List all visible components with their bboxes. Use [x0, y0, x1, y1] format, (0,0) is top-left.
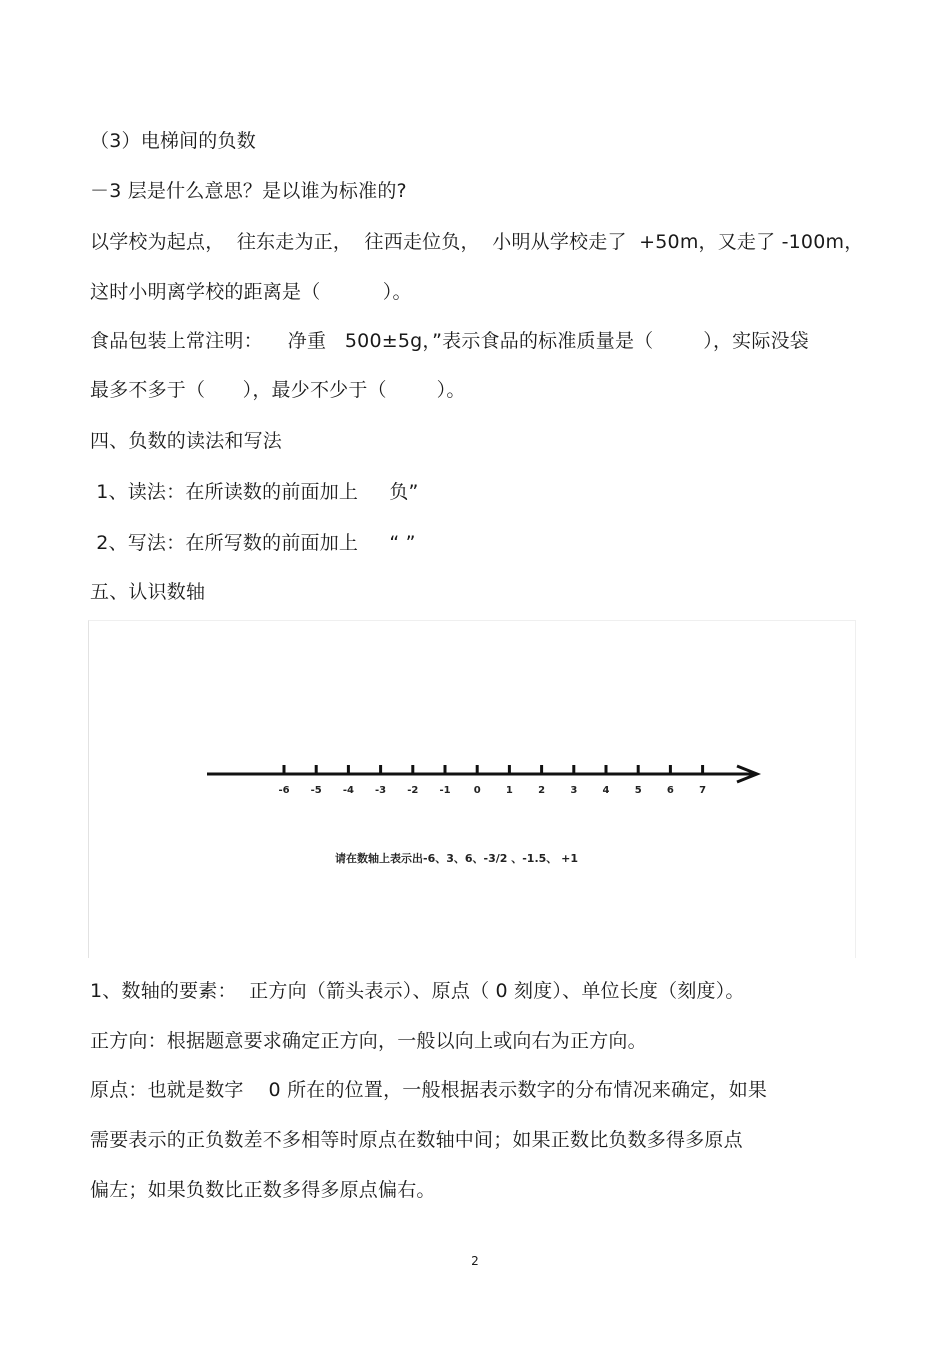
text-line-11: 偏左；如果负数比正数多得多原点偏右。 — [90, 1179, 436, 1201]
tick-label: -3 — [375, 785, 387, 796]
tick-label: 7 — [699, 785, 707, 796]
tick-label: 6 — [666, 785, 674, 796]
tick-label: 4 — [602, 785, 610, 796]
tick-label: -4 — [342, 785, 354, 796]
text-line-5: 食品包装上常注明： 净重 500±5g，”表示食品的标准质量是（ ），实际没袋 — [90, 330, 809, 352]
number-line-svg — [89, 621, 857, 959]
tick-label: -2 — [407, 785, 419, 796]
tick-label: -5 — [310, 785, 322, 796]
text-line-write-rule: 2、写法：在所写数的前面加上 “ ” — [90, 532, 416, 554]
number-line-figure — [88, 620, 856, 958]
number-line-caption: 请在数轴上表示出-6、3、6、-3/2 、-1.5、 +1 — [335, 852, 578, 865]
tick-label: -6 — [278, 785, 290, 796]
tick-label: -1 — [439, 785, 451, 796]
text-line-2: －3 层是什么意思？是以谁为标准的? — [90, 180, 407, 202]
tick-label: 3 — [570, 785, 578, 796]
tick-label: 0 — [473, 785, 481, 796]
page-number: 2 — [471, 1254, 479, 1268]
tick-label: 5 — [634, 785, 642, 796]
text-line-3: 以学校为起点， 往东走为正， 往西走位负， 小明从学校走了 +50m，又走了 -100m， — [90, 231, 864, 253]
text-line-6: 最多不多于（ ），最少不少于（ ）。 — [90, 379, 466, 401]
tick-group — [278, 765, 706, 796]
text-line-8: 正方向：根据题意要求确定正方向，一般以向上或向右为正方向。 — [90, 1030, 647, 1052]
text-line-read-rule: 1、读法：在所读数的前面加上 负” — [90, 481, 419, 503]
text-line-9: 原点：也就是数字 0 所在的位置，一般根据表示数字的分布情况来确定，如果 — [90, 1079, 768, 1101]
text-line-7: 1、数轴的要素： 正方向（箭头表示）、原点（ 0 刻度）、单位长度（刻度）。 — [90, 980, 745, 1002]
text-line-1: （3）电梯间的负数 — [90, 130, 256, 152]
section-heading-5: 五、认识数轴 — [90, 581, 206, 603]
text-line-4: 这时小明离学校的距离是（ ）。 — [90, 281, 412, 303]
section-heading-4: 四、负数的读法和写法 — [90, 430, 283, 452]
tick-label: 1 — [505, 785, 513, 796]
text-line-10: 需要表示的正负数差不多相等时原点在数轴中间；如果正数比负数多得多原点 — [90, 1129, 743, 1151]
tick-label: 2 — [538, 785, 546, 796]
